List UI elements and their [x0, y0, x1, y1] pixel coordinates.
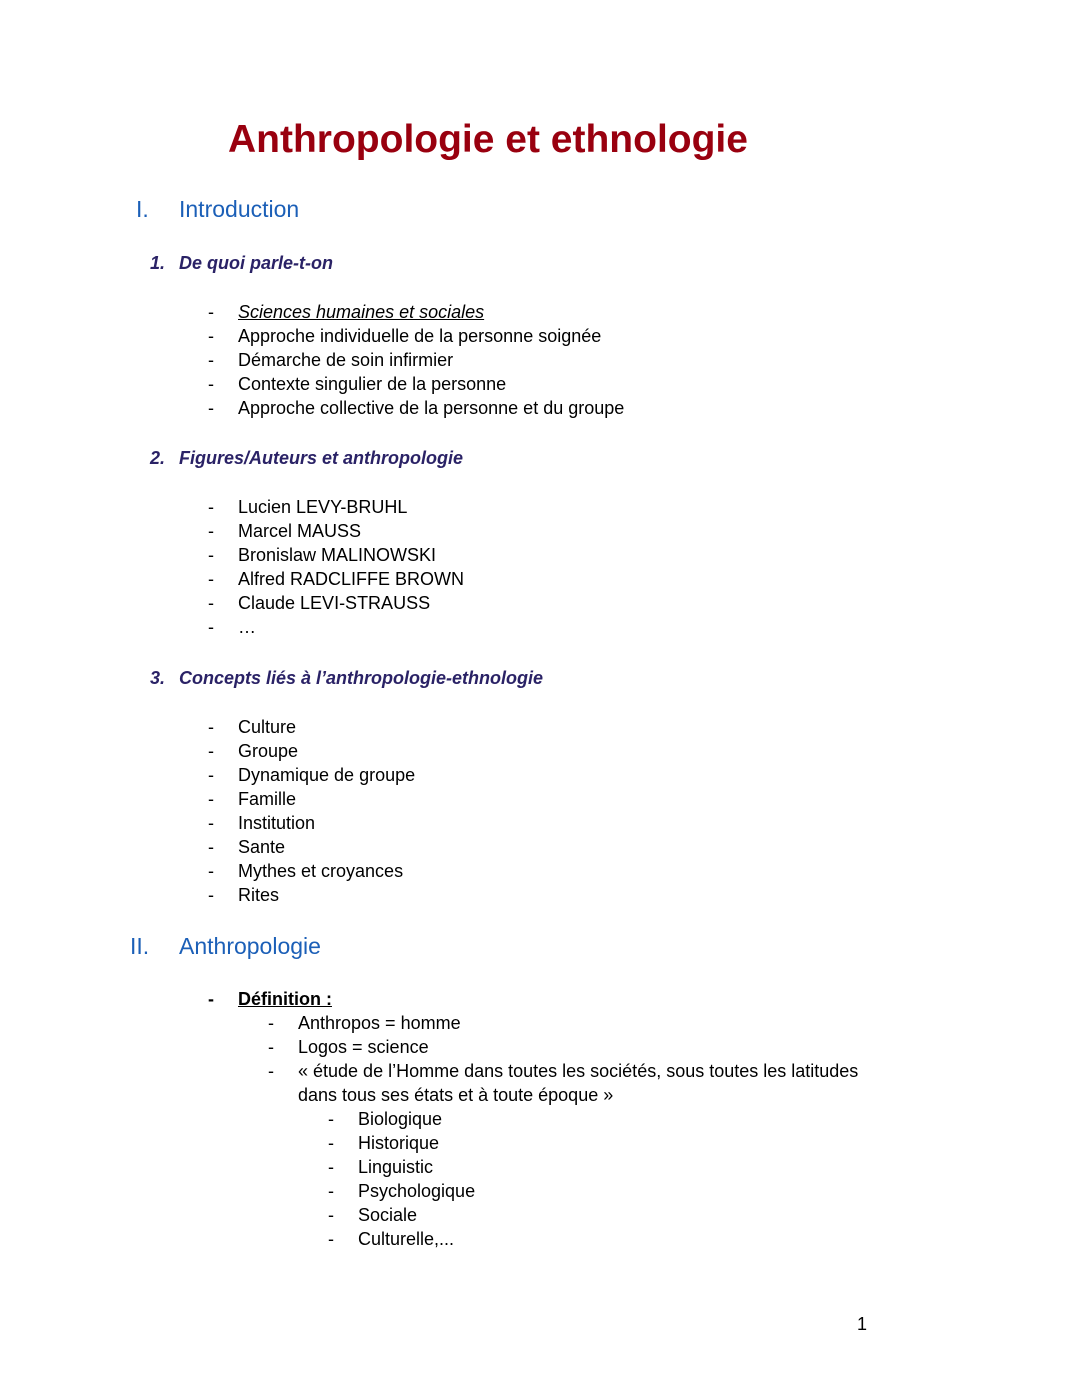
list-item-text: Claude LEVI-STRAUSS [238, 593, 431, 613]
list-item-text: Logos = science [298, 1037, 429, 1057]
list-item-text: … [238, 617, 256, 637]
list-item-text: Démarche de soin infirmier [238, 350, 454, 370]
list-item-text: Bronislaw MALINOWSKI [238, 545, 437, 565]
bullet-dash: - [208, 326, 214, 346]
bullet-dash: - [208, 813, 214, 833]
list-item-text: Culture [238, 717, 297, 737]
section-title: Introduction [179, 196, 300, 222]
subsection-number: 1. [150, 253, 166, 273]
bullet-dash: - [208, 545, 214, 565]
bullet-dash: - [208, 350, 214, 370]
bullet-dash: - [208, 569, 214, 589]
subsection-number: 3. [150, 668, 166, 688]
document-title: Anthropologie et ethnologie [228, 118, 748, 161]
list-item-text: Culturelle,... [358, 1229, 455, 1249]
bullet-dash: - [328, 1109, 334, 1129]
list-item-text: Rites [238, 885, 280, 905]
bullet-dash: - [208, 374, 214, 394]
quote-line-1: « étude de l’Homme dans toutes les sociétés, sous toutes les latitudes [298, 1061, 859, 1081]
bullet-dash: - [328, 1133, 334, 1153]
list-item-text: Alfred RADCLIFFE BROWN [238, 569, 465, 589]
list-item-text: Famille [238, 789, 297, 809]
list-item-text: Lucien LEVY-BRUHL [238, 497, 408, 517]
bullet-dash: - [208, 521, 214, 541]
bullet-dash: - [208, 302, 214, 322]
page-number: 1 [857, 1314, 868, 1334]
list-item-text: Biologique [358, 1109, 443, 1129]
list-item-text: Mythes et croyances [238, 861, 404, 881]
bullet-dash: - [208, 989, 214, 1009]
subsection-number: 2. [150, 448, 166, 468]
definition-label: Définition : [238, 989, 332, 1009]
bullet-dash: - [268, 1037, 274, 1057]
bullet-dash: - [328, 1205, 334, 1225]
bullet-dash: - [208, 593, 214, 613]
section-number: II. [130, 933, 150, 959]
list-item-text: Marcel MAUSS [238, 521, 362, 541]
list-item-text: Contexte singulier de la personne [238, 374, 507, 394]
bullet-dash: - [208, 861, 214, 881]
bullet-dash: - [328, 1181, 334, 1201]
subsection-title: Figures/Auteurs et anthropologie [179, 448, 464, 468]
list-item-text: Sociale [358, 1205, 418, 1225]
bullet-dash: - [208, 885, 214, 905]
list-item-text: Anthropos = homme [298, 1013, 461, 1033]
bullet-dash: - [208, 717, 214, 737]
section-number: I. [136, 196, 149, 222]
list-item-text: Approche collective de la personne et du groupe [238, 398, 625, 418]
subsection-title: Concepts liés à l’anthropologie-ethnologie [179, 668, 544, 688]
bullet-dash: - [208, 789, 214, 809]
list-item-text: Psychologique [358, 1181, 476, 1201]
bullet-dash: - [268, 1013, 274, 1033]
section-title: Anthropologie [179, 933, 321, 959]
bullet-dash: - [208, 398, 214, 418]
subsection-title: De quoi parle-t-on [179, 253, 333, 273]
bullet-dash: - [208, 741, 214, 761]
list-item-text: Groupe [238, 741, 299, 761]
list-item-text: Institution [238, 813, 316, 833]
list-item-text: Approche individuelle de la personne soignée [238, 326, 602, 346]
list-item-text: Linguistic [358, 1157, 434, 1177]
list-item-text: Historique [358, 1133, 440, 1153]
bullet-dash: - [208, 497, 214, 517]
quote-line-2: dans tous ses états et à toute époque » [298, 1085, 614, 1105]
list-item-text: Dynamique de groupe [238, 765, 416, 785]
bullet-dash: - [208, 617, 214, 637]
list-item-text: Sciences humaines et sociales [238, 302, 485, 322]
list-item-text: Sante [238, 837, 286, 857]
bullet-dash: - [328, 1229, 334, 1249]
bullet-dash: - [268, 1061, 274, 1081]
bullet-dash: - [208, 765, 214, 785]
bullet-dash: - [208, 837, 214, 857]
bullet-dash: - [328, 1157, 334, 1177]
